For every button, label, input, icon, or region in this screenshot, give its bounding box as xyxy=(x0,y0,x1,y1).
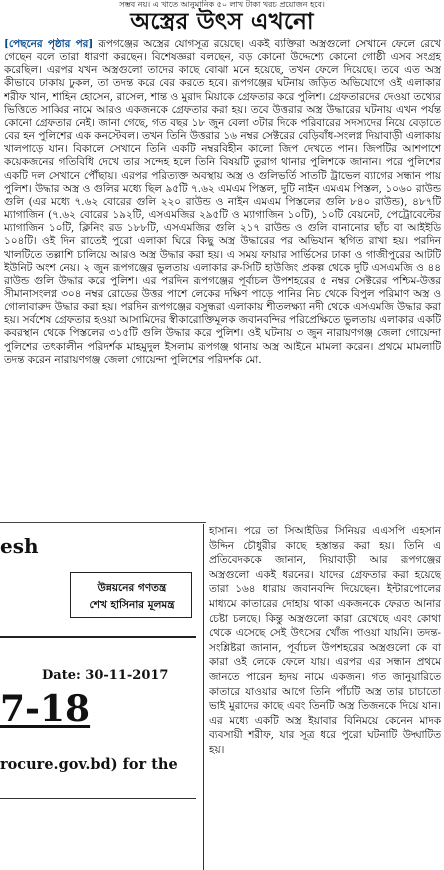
tender-advertisement xyxy=(0,528,200,870)
section-divider-horizontal xyxy=(0,522,206,523)
tender-heading-fragment: esh xyxy=(0,534,39,558)
tender-number-fragment: 7-18 xyxy=(0,688,91,730)
article-headline: অস্ত্রের উৎস এখনো xyxy=(130,8,314,35)
tender-site-line: rocure.gov.bd) for the xyxy=(0,756,178,773)
article-paragraph xyxy=(4,38,441,367)
slogan-box xyxy=(70,572,192,618)
article-text-top: রূপগঞ্জের অস্ত্রের যোগসূত্র রয়েছে। একই ব্যক্তিরা অস্ত্রগুলো সেখানে ফেলে রেখে গেছেন বলে তারা ধারণা করছেন। বিশেষজ্ঞরা বলছেন, বড় কোনো উদ্দেশ্যে কোনো গোষ্ঠী এসব সংগ্রহ করেছিল। এরপর যখন অস্ত্রগুলো তাদের কাছে বোঝা মনে হয়েছে, তখন ফেলে দিয়েছে। তবে এত অস্ত্র কীভাবে ঢাকায় ঢুকল, তা তদন্ত করে বের করতে হবে। রূপগঞ্জের ঘটনায় জড়িত অভিযোগে ওই এলাকার শরীফ খান, শাহিন হোসেন, রাসেল, শান্ত ও মুরাদ মিয়াকে গ্রেফতার করে পুলিশ। গ্রেফতারদের দেওয়া তথ্যের ভিত্তিতে সাব্বির নামে আরও একজনকে গ্রেফতার করা হয়। তবে উত্তরার অস্ত্র উদ্ধারের ঘটনায় এখন পর্যন্ত কোনো গ্রেফতার নেই। জানা গেছে, গত বছর ১৮ জুন বেলা ৩টার দিকে পরিবারের সদস্যদের নিয়ে বেড়াতে বের হন পুলিশের এক কনস্টেবল। তখন তিনি উত্তরার ১৬ নম্বর সেক্টরের বেড়িবাঁধ-সংলগ্ন দিয়াবাড়ী এলাকায় খালপাড়ে যান। বিকালে সেখানে তিনি একটি নম্বরবিহীন কালো জিপ দেখতে পান। জিপটির আশপাশে কয়েকজনের গতিবিধি দেখে তার সন্দেহ হলে তিনি বিষয়টি তুরাগ থানার পুলিশকে জানান। পরে পুলিশের একটি দল সেখানে পৌঁছায়। এরপর পরিত্যক্ত অবস্থায় অস্ত্র ও গুলিভর্তি সাতটি ট্রাভেল ব্যাগের সন্ধান পায় পুলিশ। উদ্ধার অস্ত্র ও গুলির মধ্যে ছিল ৯৫টি ৭.৬২ এমএম পিস্তল, দুটি নাইন এমএম পিস্তল, ১০৬০ রাউন্ড গুলি (এর মধ্যে ৭.৬২ বোরের গুলি ২২০ রাউন্ড ও নাইন এমএম পিস্তলের গুলি ৮৪০ রাউন্ড), ৪৮৭টি ম্যাগাজিন (৭.৬২ বোরের ১৯২টি, এসএমজির ২৯৫টি ও ম্যাগাজিন ১০টি), ১০টি বেয়নেট, পেট্রোবেল্টের ম্যাগাজিন ১০টি, ক্লিনিং রড ১৮৮টি, এসএমজির গুলি ২১৭ রাউন্ড ও গুলি বানানোর ছাঁচ বা আইইডি ১০৪টি। ওই দিন রাতেই পুরো এলাকা ঘিরে কিছু অস্ত্র উদ্ধারের পর অভিযান স্থগিত রাখা হয়। পরদিন খালটিতে তল্লাশি চালিয়ে আরও অস্ত্র উদ্ধার করা হয়। এ সময় ফায়ার সার্ভিসের ঢাকা ও গাজীপুরের আটটি ইউনিট অংশ নেয়। ২ জুন রূপগঞ্জের ভুলতায় এলাকার রু-সিটি হাউজিং প্রকল্প থেকে দুটি এসএমজি ও ৪৪ রাউন্ড গুলি উদ্ধার করে পুলিশ। এর পরদিন রূপগঞ্জের পূর্বাচল উপশহরের ৫ নম্বর সেক্টরের পশ্চিম-উত্তর সীমানাসংলগ্ন ৩০৪ নম্বর রোডের উত্তর পাশে লেকের দক্ষিণ পাড়ে পানির নিচ থেকে বিপুল পরিমাণ অস্ত্র ও গোলাবারুদ উদ্ধার করা হয়। পরদিন রূপগঞ্জের বসুন্ধরা এলাকায় শীতলক্ষ্যা নদী থেকে এসএমজি উদ্ধার করা হয়। সর্বশেষ গ্রেফতার হওয়া আসামিদের স্বীকারোক্তিমূলক জবানবন্দির পরিপ্রেক্ষিতে ভুলতায় এলাকার একটি কবরস্থান থেকে পিস্তলের ৩১৫টি গুলি উদ্ধার করে পুলিশ। ওই ঘটনায় ৩ জুন নারায়ণগঞ্জ জেলা গোয়েন্দা পুলিশের তৎকালীন পরিদর্শক মাহমুদুল ইসলাম রূপগঞ্জ থানায় অস্ত্র আইনে মামলা করেন। প্রথমে মামলাটি তদন্ত করেন নারায়ণগঞ্জ জেলা গোয়েন্দা পুলিশের পরিদর্শক মো. xyxy=(4,38,441,366)
tender-rule xyxy=(0,636,196,638)
tender-rule-bottom xyxy=(0,798,196,799)
tender-date: Date: 30-11-2017 xyxy=(42,668,169,683)
continued-from-label: [পেছনের পৃষ্ঠার পর] xyxy=(4,38,94,50)
slogan-line-1: উন্নয়নের গণতন্ত্র xyxy=(97,582,167,594)
article-body-top xyxy=(4,38,441,523)
column-divider-vertical xyxy=(203,524,204,870)
article-body-right-column xyxy=(209,524,441,870)
slogan-line-2: শেখ হাসিনার মূলমন্ত্র xyxy=(89,599,175,611)
top-strip-cropped-text: সম্ভব নয়। এ খাতে আনুমানিক ৫০ লাখ টাকা খরচ প্রয়োজন হবে। xyxy=(119,0,325,9)
article-text-right: হাসান। পরে তা সিআইডির সিনিয়র এএসপি এহসান উদ্দিন চৌধুরীর কাছে হস্তান্তর করা হয়। তিনি এ প্রতিবেদককে জানান, দিয়াবাড়ী আর রূপগঞ্জের অস্ত্রগুলো একই ধরনের। যাদের গ্রেফতার করা হয়েছে তারা ১৬৪ ধারায় জবানবন্দি দিয়েছেন। ইন্টারপোলের মাধ্যমে কাতারের দোহায় থাকা একজনকে ফেরত আনার চেষ্টা চলছে। কিন্তু অস্ত্রগুলো কারা রেখেছে এবং কোথা থেকে এসেছে সেই উৎসের খোঁজ পাওয়া যায়নি। তদন্ত-সংশ্লিষ্টরা জানান, পূর্বাচল উপশহরের অস্ত্রগুলো কে বা কারা ওই লেকে ফেলে যায়। এরপর এর সন্ধান প্রথমে জানতে পারেন হৃদয় নামে একজন। গত জানুয়ারিতে কাতারে যাওয়ার আগে তিনি পাঁচটি অস্ত্র তার চাচাতো ভাই মুরাদের কাছে এবং তিনটি অস্ত্র তিজনকে দিয়ে যান। এর মধ্যে একটি অস্ত্র ইয়াবার বিনিময়ে কেনেন মাদক ব্যবসায়ী শরীফ, যার সূত্র ধরে পুরো ঘটনাটি উদ্ঘাটিত হয়। xyxy=(209,525,441,756)
